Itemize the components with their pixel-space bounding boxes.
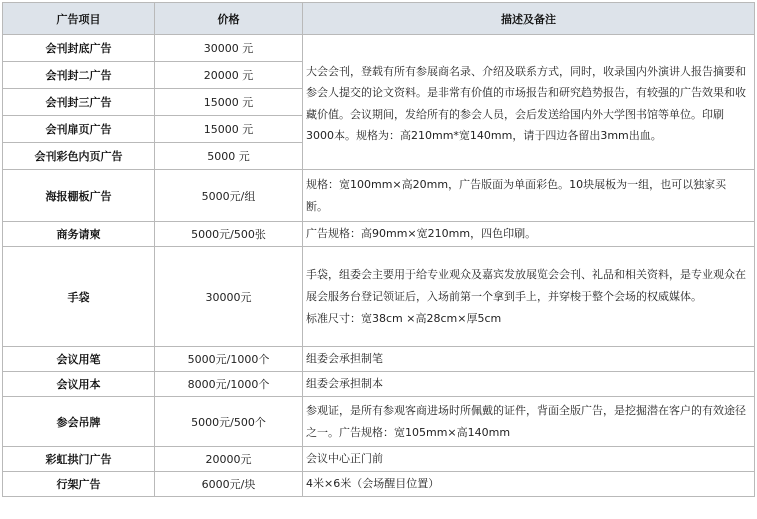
table-row: [3, 247, 755, 347]
ad-pricing-table-container: [2, 2, 755, 497]
row-description: [303, 247, 755, 347]
row-item: 手袋: [3, 247, 155, 347]
row-description-merged: 大会会刊，登载有所有参展商名录、介绍及联系方式，同时，收录国内外演讲人报告摘要和参会人提交的论文资料。是非常有价值的市场报告和研究趋势报告，有较强的广告效果和收藏价值。会议期间，发给所有的参会人员，会后发送给国内外大学图书馆等单位。印刷3000本。规格为：高210mm*宽140mm，请于四边各留出3mm出血。: [303, 35, 755, 170]
row-item: 参会吊牌: [3, 397, 155, 447]
row-price: 8000元/1000个: [155, 372, 303, 397]
ad-pricing-table: [2, 2, 755, 497]
row-item: 会刊封二广告: [3, 62, 155, 89]
table-row: [3, 170, 755, 222]
row-price: 30000元: [155, 247, 303, 347]
row-description: 组委会承担制笔: [303, 347, 755, 372]
row-description: 组委会承担制本: [303, 372, 755, 397]
table-row: [3, 397, 755, 447]
row-price: 15000 元: [155, 116, 303, 143]
row-item: 商务请柬: [3, 222, 155, 247]
row-item: 会刊封底广告: [3, 35, 155, 62]
row-item: 会刊扉页广告: [3, 116, 155, 143]
table-row: [3, 347, 755, 372]
row-description: 规格：宽100mm×高20mm，广告版面为单面彩色。10块展板为一组，也可以独家买断。: [303, 170, 755, 222]
row-price: 20000元: [155, 447, 303, 472]
row-description: 广告规格：高90mm×宽210mm，四色印刷。: [303, 222, 755, 247]
row-price: 5000 元: [155, 143, 303, 170]
row-description: 参观证，是所有参观客商进场时所佩戴的证件，背面全版广告，是挖掘潜在客户的有效途径之一。广告规格：宽105mm×高140mm: [303, 397, 755, 447]
table-row: [3, 447, 755, 472]
row-price: 5000元/1000个: [155, 347, 303, 372]
row-description: 会议中心正门前: [303, 447, 755, 472]
desc-size: 标准尺寸：宽38cm ×高28cm×厚5cm: [306, 311, 502, 325]
desc-main: 手袋，组委会主要用于给专业观众及嘉宾发放展览会会刊、礼品和相关资料，是专业观众在展会服务台登记领证后，入场前第一个拿到手上，并穿梭于整个会场的权威媒体。: [306, 267, 746, 303]
row-price: 6000元/块: [155, 472, 303, 497]
table-row: [3, 372, 755, 397]
row-item: 海报棚板广告: [3, 170, 155, 222]
table-row: [3, 222, 755, 247]
table-row: [3, 472, 755, 497]
row-price: 20000 元: [155, 62, 303, 89]
table-row: [3, 35, 755, 62]
row-item: 会议用本: [3, 372, 155, 397]
row-price: 5000元/组: [155, 170, 303, 222]
row-item: 彩虹拱门广告: [3, 447, 155, 472]
row-price: 15000 元: [155, 89, 303, 116]
row-price: 30000 元: [155, 35, 303, 62]
header-price: 价格: [155, 3, 303, 35]
row-item: 会刊彩色内页广告: [3, 143, 155, 170]
row-price: 5000元/500张: [155, 222, 303, 247]
row-item: 会刊封三广告: [3, 89, 155, 116]
row-description: 4米×6米（会场醒目位置）: [303, 472, 755, 497]
row-item: 会议用笔: [3, 347, 155, 372]
table-header-row: [3, 3, 755, 35]
row-item: 行架广告: [3, 472, 155, 497]
row-price: 5000元/500个: [155, 397, 303, 447]
header-description: 描述及备注: [303, 3, 755, 35]
header-item: 广告项目: [3, 3, 155, 35]
